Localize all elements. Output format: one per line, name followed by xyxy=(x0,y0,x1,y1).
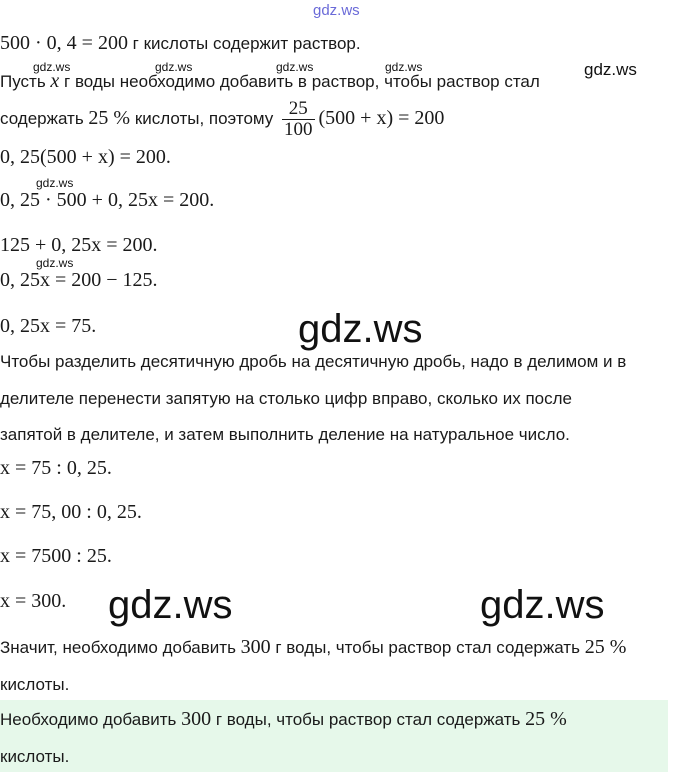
solution-line-6 xyxy=(0,234,158,257)
math-expression: 500 · 0, 4 = 200 xyxy=(0,32,128,54)
solution-line-4 xyxy=(0,146,171,169)
text-fragment: Необходимо добавить xyxy=(0,710,182,729)
math-expression: x = 7500 : 25. xyxy=(0,545,112,567)
text-fragment: кислоты. xyxy=(0,747,70,766)
math-number: 300 xyxy=(181,708,212,730)
text-fragment: г воды необходимо добавить в раствор, чтобы раствор стал xyxy=(59,72,540,91)
watermark-small: gdz.ws xyxy=(276,60,314,74)
math-percent: 25 % xyxy=(525,708,567,730)
answer-line-1 xyxy=(0,708,567,731)
fraction xyxy=(282,99,315,140)
rule-paragraph-line-1 xyxy=(0,351,626,373)
watermark-small: gdz.ws xyxy=(36,256,74,270)
solution-line-11 xyxy=(0,545,112,568)
watermark-small: gdz.ws xyxy=(385,60,423,74)
solution-line-5 xyxy=(0,189,214,212)
answer-line-2 xyxy=(0,746,69,768)
math-expression: x = 300. xyxy=(0,590,67,612)
watermark-large: gdz.ws xyxy=(108,583,233,627)
text-fragment: г кислоты содержит раствор. xyxy=(127,34,361,53)
text-fragment: запятой в делителе, и затем выполнить деление на натуральное число. xyxy=(0,425,570,444)
rule-paragraph-line-3 xyxy=(0,424,570,446)
text-fragment: Чтобы разделить десятичную дробь на десятичную дробь, надо в делимом и в xyxy=(0,352,627,371)
watermark-small: gdz.ws xyxy=(33,60,71,74)
watermark-top: gdz.ws xyxy=(313,2,360,19)
text-fragment: делителе перенести запятую на столько цифр вправо, сколько их после xyxy=(0,389,572,408)
fraction-denominator: 100 xyxy=(284,119,313,141)
solution-line-3 xyxy=(0,93,444,144)
math-percent: 25 % xyxy=(88,107,131,129)
solution-line-7 xyxy=(0,269,158,292)
solution-line-12 xyxy=(0,590,66,613)
solution-line-9 xyxy=(0,457,112,480)
solution-line-10 xyxy=(0,501,142,524)
math-expression: 0, 25(500 + x) = 200. xyxy=(0,146,171,168)
rule-paragraph-line-2 xyxy=(0,388,572,410)
watermark-small: gdz.ws xyxy=(36,176,74,190)
math-number: 300 xyxy=(240,636,271,658)
solution-line-2 xyxy=(0,70,540,93)
conclusion-line-2 xyxy=(0,674,69,696)
math-expression: 125 + 0, 25x = 200. xyxy=(0,234,158,256)
solution-line-8 xyxy=(0,315,96,338)
math-expression: 0, 25 · 500 + 0, 25x = 200. xyxy=(0,189,215,211)
math-expression: x = 75, 00 : 0, 25. xyxy=(0,501,142,523)
fraction-numerator: 25 xyxy=(282,99,315,120)
watermark-medium: gdz.ws xyxy=(584,60,637,79)
text-fragment: кислоты. xyxy=(0,675,70,694)
watermark-small: gdz.ws xyxy=(155,60,193,74)
watermark-large: gdz.ws xyxy=(298,307,423,351)
conclusion-line-1 xyxy=(0,636,626,659)
text-fragment: кислоты, поэтому xyxy=(130,109,279,128)
text-fragment: г воды, чтобы раствор стал содержать xyxy=(211,710,526,729)
math-variable: x xyxy=(50,70,60,92)
math-percent: 25 % xyxy=(584,636,627,658)
text-fragment: Пусть xyxy=(0,72,51,91)
text-fragment: Значит, необходимо добавить xyxy=(0,638,241,657)
math-expression: (500 + x) = 200 xyxy=(318,107,445,129)
solution-line-1 xyxy=(0,32,361,55)
text-fragment: содержать xyxy=(0,109,89,128)
text-fragment: г воды, чтобы раствор стал содержать xyxy=(270,638,585,657)
watermark-large: gdz.ws xyxy=(480,583,605,627)
math-expression: 0, 25x = 75. xyxy=(0,315,97,337)
math-expression: x = 75 : 0, 25. xyxy=(0,457,112,479)
math-expression: 0, 25x = 200 − 125. xyxy=(0,269,158,291)
